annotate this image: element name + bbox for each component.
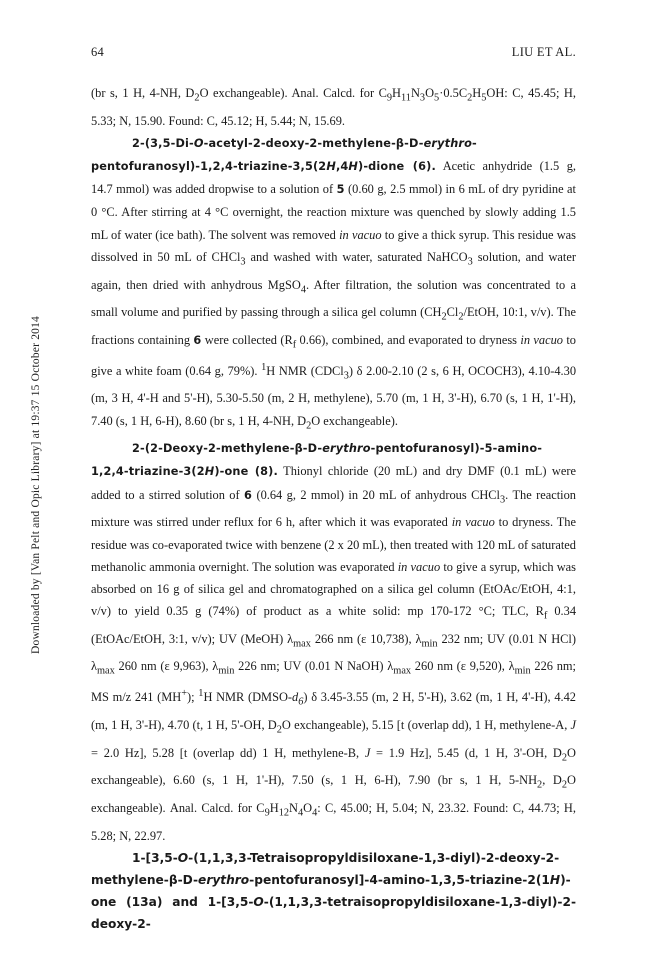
paragraph-analysis-5: (br s, 1 H, 4-NH, $D_2O$ exchangeable). Anal. Calcd. for $C_9H_{11}N_3O_5\cdot 0.5C_2H_5OH$: C, 45.45; H, 5.33; N, 15.90. Found: C, 45.12; H, 5.44; N, 15.69. bbox=[91, 86, 576, 128]
download-watermark bbox=[26, 135, 46, 835]
paragraph-compound-13a: 1-[3,5-O-(1,1,3,3-Tetraisopropyldisiloxane-1,3-diyl)-2-deoxy-2-methylene-β-D-erythro-pentofuranosyl]-4-amino-1,3,5-triazine-2(1H)-one (13a) and 1-[3,5-O-(1,1,3,3-tetraisopropyldisiloxane-1,3-diyl)-2-deoxy-2- bbox=[91, 850, 576, 932]
paragraph-compound-6: 2-(3,5-Di-O-acetyl-2-deoxy-2-methylene-β-D-erythro-pentofuranosyl)-1,2,4-triazine-3,5(2H,4H)-dione (6). Acetic anhydride (1.5 g, 14.7 mmol) was added dropwise to a solution of 5 (0.60 g, 2.5 mmol) in 6 mL of dry pyridine at 0 °C. After stirring at 4 °C overnight, the reaction mixture was quenched by slowly adding 1.5 mL of water (ice bath). The solvent was removed in vacuo to give a thick syrup. This residue was dissolved in 50 mL of CHCl$_3$ and washed with water, saturated NaHCO$_3$ solution, and water again, then dried with anhydrous MgSO$_4$. After filtration, the solution was concentrated to a small volume and purified by passing through a silica gel column ($CH_2Cl_2$/EtOH, 10:1, v/v). The fractions containing 6 were collected ($R_f$ 0.66), combined, and evaporated to dryness in vacuo to give a white foam (0.64 g, 79%). $^1$H NMR (CDCl$_3$) δ 2.00-2.10 (2 s, 6 H, OCOCH3), 4.10-4.30 (m, 3 H, 4'-H and 5'-H), 5.30-5.50 (m, 2 H, methylene), 5.70 (m, 1 H, 3'-H), 6.70 (s, 1 H, 1'-H), 7.40 (s, 1 H, 6-H), 8.60 (br s, 1 H, 4-NH, $D_2O$ exchangeable). bbox=[91, 136, 577, 432]
page-header bbox=[91, 45, 576, 63]
article-body bbox=[91, 82, 576, 936]
paragraph-compound-8: 2-(2-Deoxy-2-methylene-β-D-erythro-pentofuranosyl)-5-amino-1,2,4-triazine-3(2H)-one (8). Thionyl chloride (20 mL) and dry DMF (0.1 mL) were added to a stirred solution of 6 (0.64 g, 2 mmol) in 20 mL of anhydrous CHCl$_3$. The reaction mixture was stirred under reflux for 6 h, after which it was evaporated in vacuo to dryness. The residue was co-evaporated twice with benzene (2 x 20 mL), then treated with 120 mL of saturated methanolic ammonia overnight. The solution was evaporated in vacuo to give a syrup, which was absorbed on 16 g of silica gel and chromatographed on a silica gel column (EtOAc/EtOH, 4:1, v/v) to yield 0.35 g (74%) of product as a white solid: mp 170-172 °C; TLC, $R_f$ 0.34 (EtOAc/EtOH, 3:1, v/v); UV (MeOH) $\lambda_{max}$ 266 nm (ε 10,738), $\lambda_{min}$ 232 nm; UV (0.01 N HCl) $\lambda_{max}$ 260 nm (ε 9,963), $\lambda_{min}$ 226 nm; UV (0.01 N NaOH) $\lambda_{max}$ 260 nm (ε 9,520), $\lambda_{min}$ 226 nm; MS m/z 241 (MH+); $^1$H NMR $(DMSO-d_6)$ δ 3.45-3.55 (m, 2 H, 5'-H), 3.62 (m, 1 H, 4'-H), 4.42 (m, 1 H, 3'-H), 4.70 (t, 1 H, 5'-OH, $D_2O$ exchangeable), 5.15 [t (overlap dd), 1 H, methylene-A, J = 2.0 Hz], 5.28 [t (overlap dd) 1 H, methylene-B, J = 1.9 Hz], 5.45 (d, 1 H, 3'-OH, $D_2O$ exchangeable), 6.60 (s, 1 H, 1'-H), 7.50 (s, 1 H, 6-H), 7.90 (br s, 1 H, $5-NH_2$, $D_2O$ exchangeable). Anal. Calcd. for $C_9H_{12}N_4O_4$: C, 45.00; H, 5.04; N, 23.32. Found: C, 44.73; H, 5.28; N, 22.97. bbox=[91, 442, 577, 843]
page-number: 64 bbox=[91, 45, 105, 59]
download-notice: Downloaded by [Van Pelt and Opic Library] at 19:37 15 October 2014 bbox=[30, 316, 42, 654]
running-head: LIU ET AL. bbox=[511, 45, 576, 59]
